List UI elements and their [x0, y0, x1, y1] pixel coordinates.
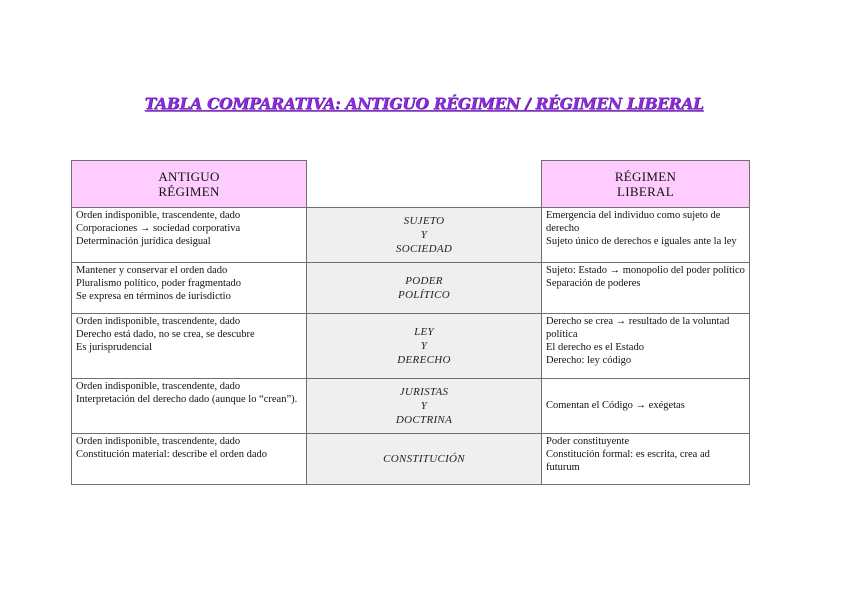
category-line: DOCTRINA — [395, 413, 453, 426]
header-blank — [307, 161, 542, 208]
category-line: Y — [420, 228, 428, 241]
cell-line: Sujeto único de derechos e iguales ante la ley — [546, 236, 737, 247]
header-text: RÉGIMEN — [614, 168, 677, 184]
cell-line: Comentan el Código → exégetas — [546, 400, 685, 411]
category-line: Y — [420, 399, 428, 412]
cell-line: Pluralismo político, poder fragmentado — [76, 278, 242, 289]
header-antiguo-regimen — [72, 161, 307, 208]
table-row — [72, 208, 750, 263]
header-regimen-liberal — [542, 161, 750, 208]
cell-liberal — [542, 434, 750, 485]
category-line: Y — [420, 339, 428, 352]
cell-line: Orden indisponible, trascendente, dado — [76, 381, 241, 392]
category-line: SOCIEDAD — [395, 242, 453, 255]
category-line: POLÍTICO — [398, 288, 450, 301]
cell-line: Es jurisprudencial — [76, 342, 153, 353]
cell-line: Orden indisponible, trascendente, dado — [76, 316, 241, 327]
cell-line: Interpretación del derecho dado (aunque lo “crean”). — [76, 394, 298, 405]
header-text: ANTIGUO — [158, 168, 220, 184]
cell-category — [307, 208, 542, 263]
table-row — [72, 314, 750, 379]
cell-line: Constitución material: describe el orden dado — [76, 449, 267, 460]
category-line: DERECHO — [397, 353, 451, 366]
cell-antiguo — [72, 263, 307, 314]
cell-line: Emergencia del individuo como sujeto de derecho — [546, 210, 721, 234]
cell-category — [307, 314, 542, 379]
document-title: TABLA COMPARATIVA: ANTIGUO RÉGIMEN / RÉGIMEN LIBERAL — [144, 94, 704, 113]
cell-line: El derecho es el Estado — [546, 342, 644, 353]
cell-line: Derecho se crea → resultado de la voluntad política — [546, 316, 730, 340]
cell-antiguo — [72, 314, 307, 379]
cell-antiguo — [72, 208, 307, 263]
cell-line: Derecho: ley código — [546, 355, 632, 366]
header-text: RÉGIMEN — [158, 183, 220, 199]
cell-line: Derecho está dado, no se crea, se descubre — [76, 329, 255, 340]
cell-category — [307, 434, 542, 485]
table-row — [72, 263, 750, 314]
cell-antiguo — [72, 434, 307, 485]
cell-liberal — [542, 314, 750, 379]
cell-line: Sujeto: Estado → monopolio del poder político — [546, 265, 745, 276]
cell-line: Determinación jurídica desigual — [76, 236, 211, 247]
cell-line: Constitución formal: es escrita, crea ad futurum — [546, 449, 710, 473]
header-row — [72, 161, 750, 208]
cell-line: Mantener y conservar el orden dado — [76, 265, 228, 276]
category-line: JURISTAS — [399, 385, 449, 398]
category-line: CONSTITUCIÓN — [383, 452, 465, 465]
cell-line: Poder constituyente — [546, 436, 630, 447]
comparison-table — [71, 160, 750, 485]
cell-antiguo — [72, 379, 307, 434]
table-row — [72, 379, 750, 434]
category-line: LEY — [414, 325, 434, 338]
table-row — [72, 434, 750, 485]
cell-category — [307, 263, 542, 314]
cell-category — [307, 379, 542, 434]
cell-line: Se expresa en términos de iurisdictio — [76, 291, 231, 302]
cell-line: Corporaciones → sociedad corporativa — [76, 223, 241, 234]
cell-liberal — [542, 379, 750, 434]
cell-line: Separación de poderes — [546, 278, 641, 289]
cell-line: Orden indisponible, trascendente, dado — [76, 210, 241, 221]
cell-liberal — [542, 208, 750, 263]
cell-liberal — [542, 263, 750, 314]
category-line: SUJETO — [403, 214, 445, 227]
header-text: LIBERAL — [617, 183, 674, 199]
category-line: PODER — [405, 274, 443, 287]
cell-line: Orden indisponible, trascendente, dado — [76, 436, 241, 447]
